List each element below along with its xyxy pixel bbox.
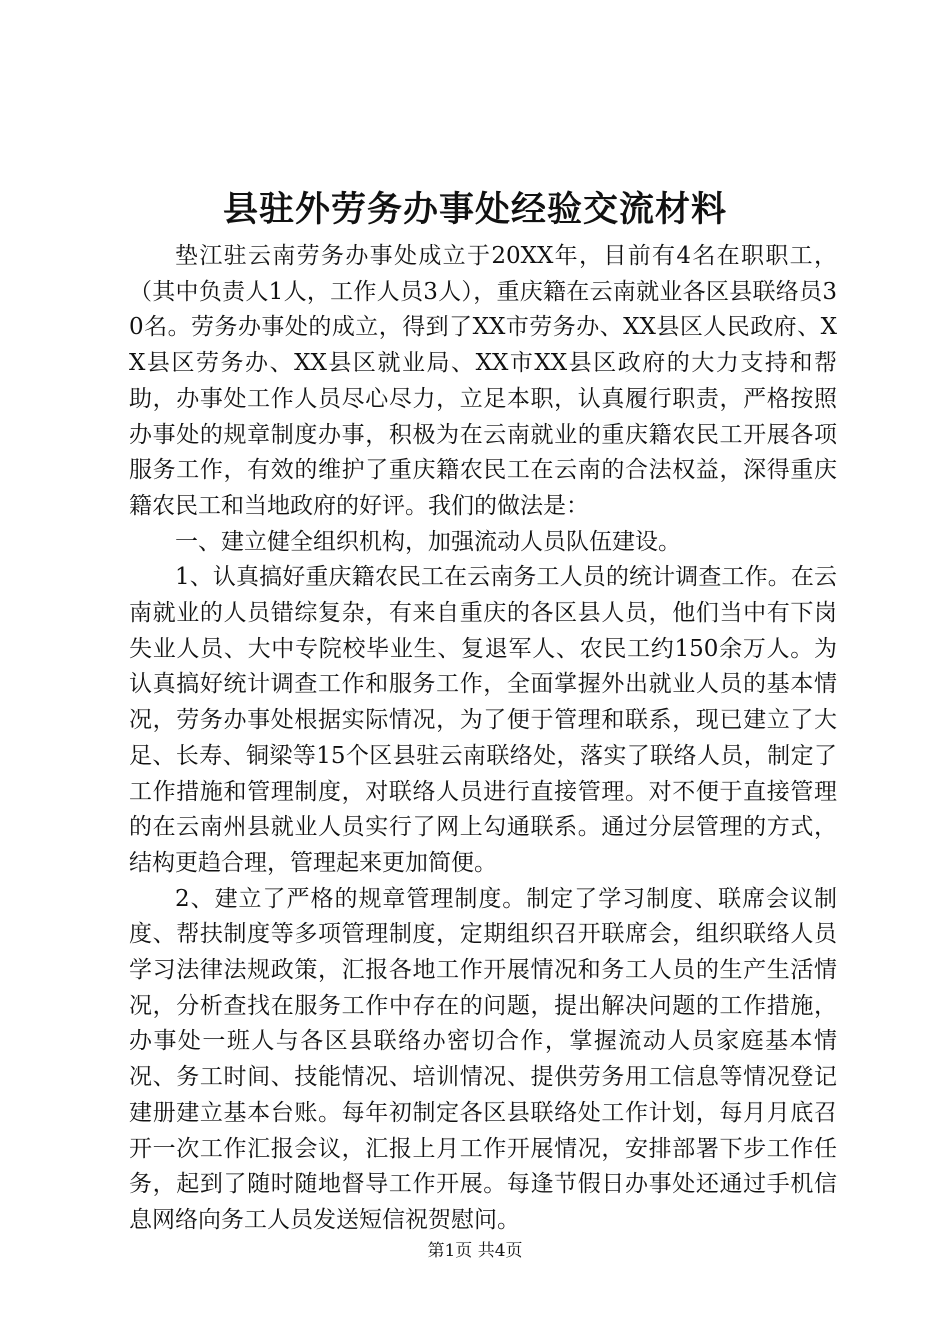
document-body <box>129 239 837 1239</box>
document-title: 县驻外劳务办事处经验交流材料 <box>222 189 727 230</box>
paragraph-item-1: 1、认真搞好重庆籍农民工在云南务工人员的统计调查工作。在云南就业的人员错综复杂，有来自重庆的各区县人员，他们当中有下岗失业人员、大中专院校毕业生、复退军人、农民工约150余万人。为认真搞好统计调查工作和服务工作，全面掌握外出就业人员的基本情况，劳务办事处根据实际情况，为了便于管理和联系，现已建立了大足、长寿、铜梁等15个区县驻云南联络处，落实了联络人员，制定了工作措施和管理制度，对联络人员进行直接管理。对不便于直接管理的在云南州县就业人员实行了网上勾通联系。通过分层管理的方式，结构更趋合理，管理起来更加简便。 <box>129 564 837 876</box>
paragraph-item-2: 2、建立了严格的规章管理制度。制定了学习制度、联席会议制度、帮扶制度等多项管理制度，定期组织召开联席会，组织联络人员学习法律法规政策，汇报各地工作开展情况和务工人员的生产生活情况，分析查找在服务工作中存在的问题，提出解决问题的工作措施，办事处一班人与各区县联络办密切合作，掌握流动人员家庭基本情况、务工时间、技能情况、培训情况、提供劳务用工信息等情况登记建册建立基本台账。每年初制定各区县联络处工作计划，每月月底召开一次工作汇报会议，汇报上月工作开展情况，安排部署下步工作任务，起到了随时随地督导工作开展。每逢节假日办事处还通过手机信息网络向务工人员发送短信祝贺慰问。 <box>129 885 837 1233</box>
paragraph-intro: 垫江驻云南劳务办事处成立于20XX年，目前有4名在职职工，（其中负责人1人，工作人员3人），重庆籍在云南就业各区县联络员30名。劳务办事处的成立，得到了XX市劳务办、XX县区人民政府、XX县区劳务办、XX县区就业局、XX市XX县区政府的大力支持和帮助，办事处工作人员尽心尽力，立足本职，认真履行职责，严格按照办事处的规章制度办事，积极为在云南就业的重庆籍农民工开展各项服务工作，有效的维护了重庆籍农民工在云南的合法权益，深得重庆籍农民工和当地政府的好评。我们的做法是： <box>129 243 837 519</box>
page-number: 第1页 共4页 <box>427 1241 523 1261</box>
paragraph-section-heading: 一、建立健全组织机构，加强流动人员队伍建设。 <box>175 528 681 555</box>
